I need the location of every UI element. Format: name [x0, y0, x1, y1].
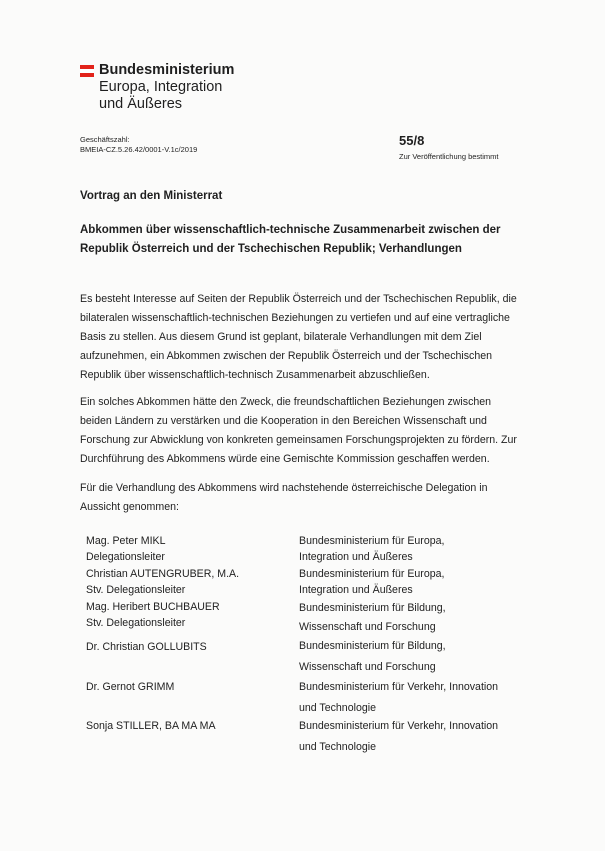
paragraph-line: aufzunehmen, ein Abkommen zwischen der Republik Österreich und der Tschechischen — [80, 350, 493, 362]
publication-note: Zur Veröffentlichung bestimmt — [399, 152, 499, 161]
paragraph-line: Aussicht genommen: — [80, 501, 179, 513]
paragraph-line: Basis zu stellen. Aus diesem Grund ist geplant, bilaterale Verhandlungen mit dem Ziel — [80, 331, 482, 343]
document-number: 55/8 — [399, 133, 425, 148]
delegate-name-cell — [86, 566, 286, 598]
paragraph-line: Es besteht Interesse auf Seiten der Republik Österreich und der Tschechischen Republik, die — [80, 293, 517, 305]
delegate-ministry-line: Integration und Äußeres — [299, 584, 413, 596]
paragraph-line: Für die Verhandlung des Abkommens wird nachstehende österreichische Delegation in — [80, 482, 488, 494]
reference-number: BMEIA-CZ.5.26.42/0001-V.1c/2019 — [80, 145, 198, 154]
delegate-name-cell — [86, 679, 286, 695]
delegate-ministry-line: Integration und Äußeres — [299, 551, 413, 563]
delegate-name-cell — [86, 639, 286, 655]
delegate-ministry-line: und Technologie — [299, 702, 376, 714]
subject-title — [80, 221, 520, 259]
delegate-ministry-cell — [299, 599, 529, 637]
delegate-name: Christian AUTENGRUBER, M.A. — [86, 568, 240, 580]
delegate-name-cell — [86, 599, 286, 631]
paragraph-purpose — [80, 393, 530, 469]
delegate-name: Sonja STILLER, BA MA MA — [86, 720, 216, 732]
delegate-ministry-line: Bundesministerium für Bildung, — [299, 602, 446, 614]
delegate-name: Dr. Gernot GRIMM — [86, 681, 175, 693]
delegate-ministry-cell — [299, 677, 529, 719]
delegate-ministry-line: Bundesministerium für Verkehr, Innovation — [299, 720, 499, 732]
paragraph-line: Durchführung des Abkommens würde eine Gemischte Kommission geschaffen werden. — [80, 453, 490, 465]
paragraph-line: Forschung zur Abwicklung von konkreten gemeinsamen Forschungsprojekten zu fördern. Zur — [80, 434, 517, 446]
delegate-ministry-line: Wissenschaft und Forschung — [299, 661, 436, 673]
delegate-ministry-line: und Technologie — [299, 741, 376, 753]
ministry-line-3: und Äußeres — [99, 96, 183, 112]
delegate-name: Dr. Christian GOLLUBITS — [86, 641, 207, 653]
delegate-ministry-line: Bundesministerium für Bildung, — [299, 640, 446, 652]
delegate-name-cell — [86, 718, 286, 734]
delegate-ministry-cell — [299, 533, 529, 565]
delegate-role: Delegationsleiter — [86, 551, 165, 563]
delegate-role: Stv. Delegationsleiter — [86, 617, 186, 629]
delegate-ministry-cell — [299, 716, 529, 758]
paragraph-line: Ein solches Abkommen hätte den Zweck, die freundschaftlichen Beziehungen zwischen — [80, 396, 492, 408]
delegate-ministry-line: Bundesministerium für Europa, — [299, 535, 445, 547]
paragraph-line: bilateralen wissenschaftlich-technischen Beziehungen zu vertiefen und auf eine vertragliche — [80, 312, 510, 324]
subject-line-2: Republik Österreich und der Tschechischen Republik; Verhandlungen — [80, 243, 462, 255]
ministry-name — [99, 62, 299, 113]
delegate-ministry-line: Bundesministerium für Verkehr, Innovation — [299, 681, 499, 693]
ministry-line-1: Bundesministerium — [99, 62, 235, 78]
austrian-flag-icon — [80, 65, 94, 77]
document-heading: Vortrag an den Ministerrat — [80, 190, 223, 202]
reference-label: Geschäftszahl: — [80, 135, 130, 144]
delegate-ministry-line: Bundesministerium für Europa, — [299, 568, 445, 580]
paragraph-line: beiden Ländern zu verstärken und die Kooperation in den Bereichen Wissenschaft und — [80, 415, 487, 427]
paragraph-delegation-intro — [80, 479, 530, 517]
paragraph-line: Republik über wissenschaftlich-technisch Zusammenarbeit abzuschließen. — [80, 369, 430, 381]
delegate-ministry-line: Wissenschaft und Forschung — [299, 621, 436, 633]
delegate-ministry-cell — [299, 566, 529, 598]
delegate-name-cell — [86, 533, 286, 565]
delegate-ministry-cell — [299, 636, 529, 678]
ministry-line-2: Europa, Integration — [99, 79, 223, 95]
subject-line-1: Abkommen über wissenschaftlich-technische Zusammenarbeit zwischen der — [80, 224, 501, 236]
delegate-role: Stv. Delegationsleiter — [86, 584, 186, 596]
delegate-name: Mag. Peter MIKL — [86, 535, 166, 547]
paragraph-intro — [80, 290, 530, 385]
delegate-name: Mag. Heribert BUCHBAUER — [86, 601, 220, 613]
